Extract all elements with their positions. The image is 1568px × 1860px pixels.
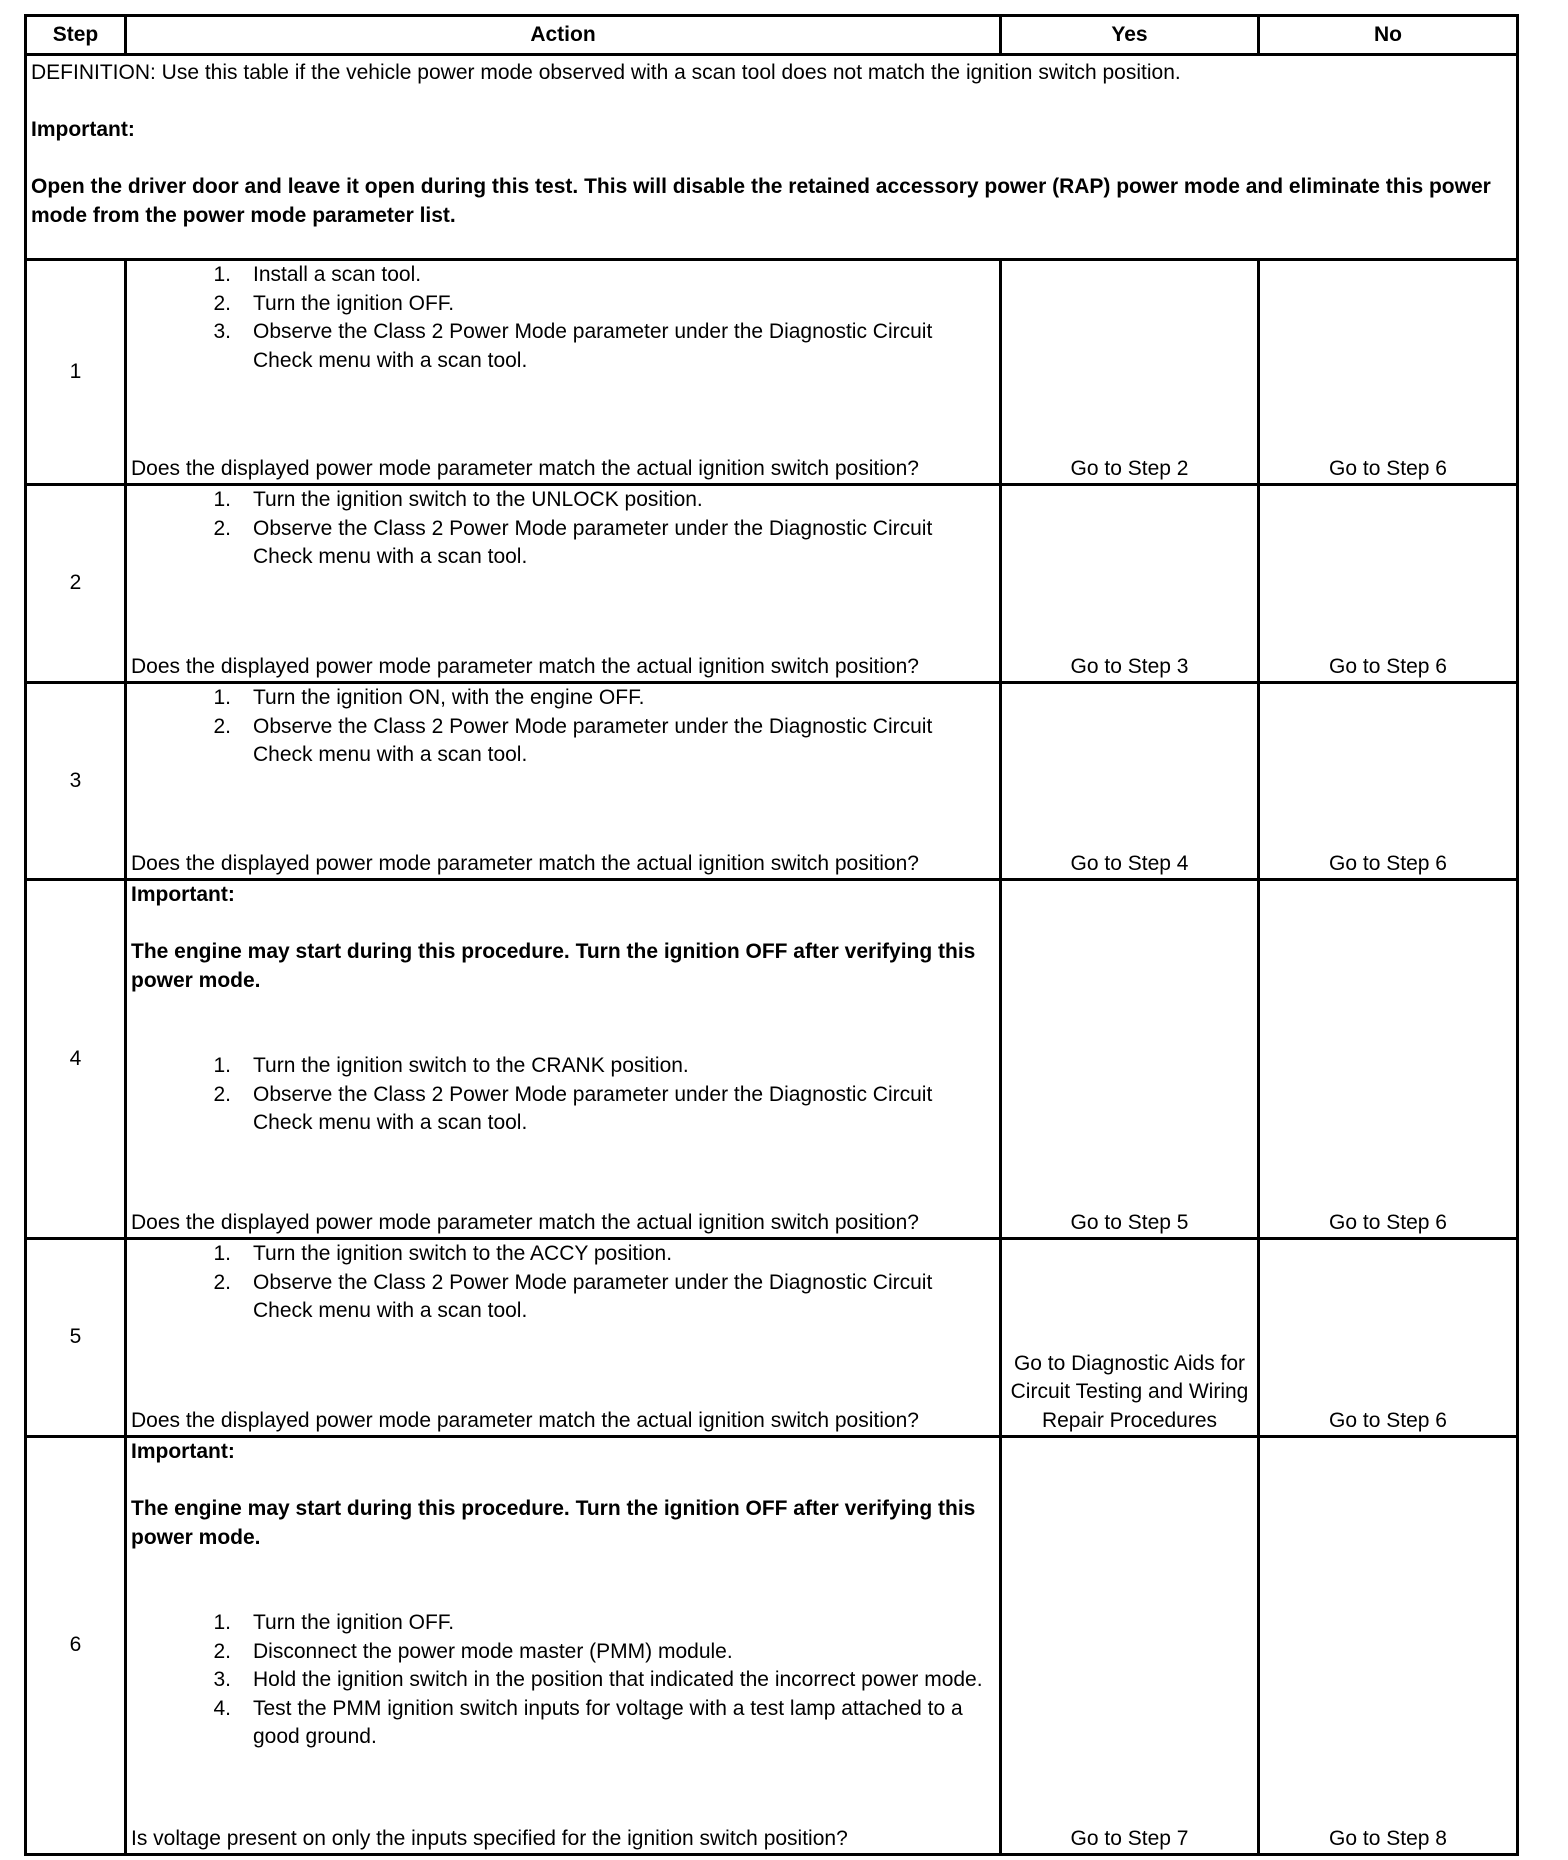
step-number: 4 [26,880,126,1239]
item-text: Turn the ignition OFF. [253,1611,455,1634]
yes-cell: Go to Step 2 [1001,260,1259,485]
item-text: Turn the ignition OFF. [253,291,455,315]
item-number: 1. [213,263,231,286]
header-yes: Yes [1001,16,1259,55]
table-row [26,1239,1518,1437]
item-number: 1. [213,488,231,511]
important-label: Important: [131,883,235,906]
no-cell: Go to Step 6 [1259,485,1518,683]
item-text: Disconnect the power mode master (PMM) module. [253,1639,733,1663]
step-number: 3 [26,683,126,880]
list-item [131,1666,995,1695]
step-number: 5 [26,1239,126,1437]
yes-cell: Go to Step 7 [1001,1437,1259,1855]
no-cell: Go to Step 6 [1259,880,1518,1239]
item-number: 2. [213,1639,231,1663]
list-item [131,290,995,319]
list-item [131,318,995,375]
instruction-list [131,1240,995,1326]
header-no: No [1259,16,1518,55]
list-item [131,1052,995,1081]
question-text: Does the displayed power mode parameter match the actual ignition switch position? [131,456,919,480]
step-number: 1 [26,260,126,485]
action-cell [126,683,1001,880]
step-number: 2 [26,485,126,683]
item-text: Test the PMM ignition switch inputs for voltage with a test lamp attached to a good ground. [253,1696,963,1748]
no-cell: Go to Step 6 [1259,260,1518,485]
important-note: Open the driver door and leave it open during this test. This will disable the retained accessory power (RAP) power mode and eliminate this power mode from the power mode parameter list. [31,175,1491,227]
diagnostic-table [24,14,1519,1856]
header-action: Action [126,16,1001,55]
item-text: Turn the ignition switch to the CRANK position. [253,1054,689,1077]
engine-note: The engine may start during this procedure. Turn the ignition OFF after verifying this power mode. [131,940,976,992]
yes-cell: Go to Diagnostic Aids for Circuit Testing and Wiring Repair Procedures [1001,1239,1259,1437]
item-text: Install a scan tool. [253,263,422,286]
no-cell: Go to Step 8 [1259,1437,1518,1855]
action-cell [126,1239,1001,1437]
definition-text: DEFINITION: Use this table if the vehicle power mode observed with a scan tool does not match the ignition switch position. [31,61,1181,84]
engine-note: The engine may start during this procedure. Turn the ignition OFF after verifying this power mode. [131,1497,976,1549]
table-row [26,485,1518,683]
item-number: 1. [213,1242,231,1265]
item-number: 2. [213,291,231,315]
item-text: Turn the ignition switch to the ACCY position. [253,1242,673,1265]
list-item [131,1609,995,1638]
item-number: 2. [213,516,231,540]
list-item [131,1081,995,1138]
action-cell [126,260,1001,485]
yes-cell: Go to Step 5 [1001,880,1259,1239]
instruction-list [131,1609,995,1752]
yes-cell: Go to Step 3 [1001,485,1259,683]
question-text: Does the displayed power mode parameter match the actual ignition switch position? [131,1210,919,1234]
list-item [131,684,995,713]
list-item [131,1695,995,1752]
yes-cell: Go to Step 4 [1001,683,1259,880]
item-text: Observe the Class 2 Power Mode parameter under the Diagnostic Circuit Check menu with a scan tool. [253,1082,933,1134]
item-number: 1. [213,686,231,709]
table-row [26,880,1518,1239]
item-number: 1. [213,1611,231,1634]
item-text: Turn the ignition ON, with the engine OFF. [253,686,645,709]
item-number: 1. [213,1054,231,1077]
step-number: 6 [26,1437,126,1855]
action-cell [126,880,1001,1239]
action-cell [126,1437,1001,1855]
question-text: Does the displayed power mode parameter match the actual ignition switch position? [131,654,919,678]
item-number: 4. [213,1696,231,1720]
item-number: 3. [213,1668,231,1691]
item-number: 2. [213,1270,231,1294]
instruction-list [131,684,995,770]
list-item [131,713,995,770]
item-text: Observe the Class 2 Power Mode parameter under the Diagnostic Circuit Check menu with a scan tool. [253,714,933,766]
header-step: Step [26,16,126,55]
item-text: Observe the Class 2 Power Mode parameter under the Diagnostic Circuit Check menu with a scan tool. [253,320,933,372]
item-text: Observe the Class 2 Power Mode parameter under the Diagnostic Circuit Check menu with a scan tool. [253,1270,933,1322]
table-row [26,260,1518,485]
action-cell [126,485,1001,683]
important-label: Important: [131,1440,235,1463]
no-cell: Go to Step 6 [1259,1239,1518,1437]
question-text: Does the displayed power mode parameter match the actual ignition switch position? [131,851,919,875]
question-text: Is voltage present on only the inputs specified for the ignition switch position? [131,1826,848,1850]
list-item [131,1269,995,1326]
important-label: Important: [31,118,135,141]
item-number: 3. [213,320,231,343]
definition-row [26,55,1518,260]
item-number: 2. [213,714,231,738]
table-row [26,1437,1518,1855]
instruction-list [131,1052,995,1138]
item-text: Observe the Class 2 Power Mode parameter under the Diagnostic Circuit Check menu with a scan tool. [253,516,933,568]
list-item [131,1638,995,1667]
no-cell: Go to Step 6 [1259,683,1518,880]
instruction-list [131,486,995,572]
list-item [131,1240,995,1269]
item-number: 2. [213,1082,231,1106]
instruction-list [131,261,995,375]
item-text: Hold the ignition switch in the position that indicated the incorrect power mode. [253,1668,983,1691]
list-item [131,515,995,572]
question-text: Does the displayed power mode parameter match the actual ignition switch position? [131,1408,919,1432]
list-item [131,486,995,515]
header-row [26,16,1518,55]
list-item [131,261,995,290]
item-text: Turn the ignition switch to the UNLOCK position. [253,488,703,511]
table-row [26,683,1518,880]
